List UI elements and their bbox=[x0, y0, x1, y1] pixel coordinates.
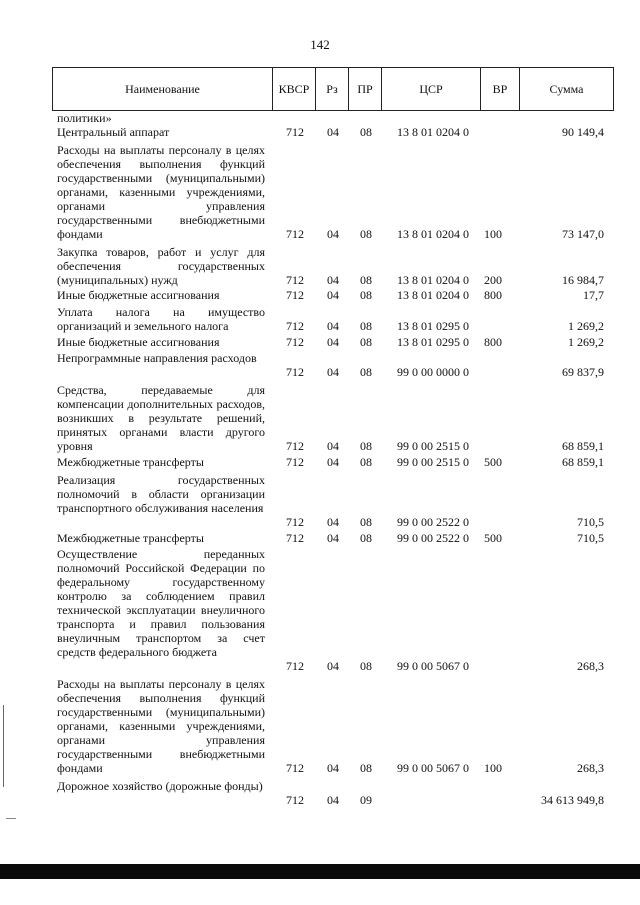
row-name: политики» bbox=[57, 111, 112, 125]
header-name: Наименование bbox=[125, 82, 200, 96]
table-row bbox=[0, 547, 640, 673]
header-rz: Рз bbox=[326, 82, 338, 96]
row-vr: 200 bbox=[484, 273, 502, 287]
row-vr: 100 bbox=[484, 227, 502, 241]
row-pr: 08 bbox=[360, 273, 372, 287]
table-row bbox=[0, 288, 640, 302]
table-row bbox=[0, 305, 640, 333]
row-name: Центральный аппарат bbox=[57, 125, 170, 139]
table-row bbox=[0, 111, 640, 125]
row-name: Реализация государственных полномочий в области организации транспортного обслуживания населения bbox=[57, 473, 265, 515]
row-name: Расходы на выплаты персоналу в целях обеспечения выполнения функций государственными (муниципальными) органами, казенными учреждениями, органами управления государственными внебюджетными фондами bbox=[57, 143, 265, 241]
row-name: Уплата налога на имущество организаций и земельного налога bbox=[57, 305, 265, 333]
row-rz: 04 bbox=[327, 273, 339, 287]
row-pr: 08 bbox=[360, 125, 372, 139]
row-kvsr: 712 bbox=[286, 335, 304, 349]
row-rz: 04 bbox=[327, 659, 339, 673]
row-kvsr: 712 bbox=[286, 793, 304, 807]
row-csr: 99 0 00 2515 0 bbox=[397, 439, 469, 453]
row-name: Межбюджетные трансферты bbox=[57, 455, 204, 469]
header-vr: ВР bbox=[492, 82, 508, 96]
row-name: Дорожное хозяйство (дорожные фонды) bbox=[57, 779, 263, 793]
row-csr: 13 8 01 0204 0 bbox=[397, 227, 469, 241]
row-rz: 04 bbox=[327, 319, 339, 333]
row-name: Расходы на выплаты персоналу в целях обеспечения выполнения функций государственными (муниципальными) органами, казенными учреждениями, органами управления государственными внебюджетными фондами bbox=[57, 677, 265, 775]
row-name: Средства, передаваемые для компенсации дополнительных расходов, возникших в результате решений, принятых органами власти другого уровня bbox=[57, 383, 265, 453]
row-sum: 73 147,0 bbox=[562, 227, 604, 241]
row-pr: 08 bbox=[360, 761, 372, 775]
row-vr: 500 bbox=[484, 531, 502, 545]
table-header bbox=[52, 67, 614, 111]
row-rz: 04 bbox=[327, 335, 339, 349]
row-name: Осуществление переданных полномочий Российской Федерации по федеральному государственному контролю за соблюдением правил технической эксплуатации внеуличного транспорта и правил пользования внеуличным транспортом за счет средств федерального бюджета bbox=[57, 547, 265, 659]
row-sum: 710,5 bbox=[577, 531, 604, 545]
table-row bbox=[0, 351, 640, 379]
header-sum: Сумма bbox=[549, 82, 584, 96]
row-pr: 08 bbox=[360, 335, 372, 349]
row-sum: 1 269,2 bbox=[568, 335, 604, 349]
row-rz: 04 bbox=[327, 515, 339, 529]
row-vr: 800 bbox=[484, 288, 502, 302]
row-csr: 99 0 00 2522 0 bbox=[397, 515, 469, 529]
row-sum: 68 859,1 bbox=[562, 455, 604, 469]
row-sum: 17,7 bbox=[583, 288, 604, 302]
row-kvsr: 712 bbox=[286, 659, 304, 673]
row-name: Иные бюджетные ассигнования bbox=[57, 288, 220, 302]
row-kvsr: 712 bbox=[286, 273, 304, 287]
row-sum: 16 984,7 bbox=[562, 273, 604, 287]
row-rz: 04 bbox=[327, 761, 339, 775]
page-number: 142 bbox=[310, 37, 330, 52]
row-name: Межбюджетные трансферты bbox=[57, 531, 204, 545]
row-kvsr: 712 bbox=[286, 319, 304, 333]
scan-edge-mark bbox=[3, 705, 4, 787]
row-csr: 99 0 00 2515 0 bbox=[397, 455, 469, 469]
row-sum: 268,3 bbox=[577, 761, 604, 775]
row-csr: 99 0 00 5067 0 bbox=[397, 659, 469, 673]
row-name: Непрограммные направления расходов bbox=[57, 351, 257, 365]
row-sum: 268,3 bbox=[577, 659, 604, 673]
row-rz: 04 bbox=[327, 455, 339, 469]
row-kvsr: 712 bbox=[286, 365, 304, 379]
row-kvsr: 712 bbox=[286, 455, 304, 469]
row-pr: 08 bbox=[360, 515, 372, 529]
row-vr: 800 bbox=[484, 335, 502, 349]
row-csr: 13 8 01 0295 0 bbox=[397, 319, 469, 333]
row-sum: 710,5 bbox=[577, 515, 604, 529]
row-kvsr: 712 bbox=[286, 515, 304, 529]
row-name: Закупка товаров, работ и услуг для обеспечения государственных (муниципальных) нужд bbox=[57, 245, 265, 287]
row-rz: 04 bbox=[327, 793, 339, 807]
row-csr: 13 8 01 0295 0 bbox=[397, 335, 469, 349]
row-csr: 13 8 01 0204 0 bbox=[397, 273, 469, 287]
row-rz: 04 bbox=[327, 439, 339, 453]
table-row bbox=[0, 245, 640, 287]
row-rz: 04 bbox=[327, 365, 339, 379]
header-csr: ЦСР bbox=[419, 82, 443, 96]
table-row bbox=[0, 125, 640, 139]
row-csr: 99 0 00 5067 0 bbox=[397, 761, 469, 775]
row-pr: 08 bbox=[360, 531, 372, 545]
row-sum: 68 859,1 bbox=[562, 439, 604, 453]
row-sum: 1 269,2 bbox=[568, 319, 604, 333]
row-pr: 09 bbox=[360, 793, 372, 807]
table-row bbox=[0, 779, 640, 807]
table-row bbox=[0, 455, 640, 469]
scan-edge-mark bbox=[6, 818, 16, 819]
table-row bbox=[0, 383, 640, 453]
table-row bbox=[0, 143, 640, 241]
table-row bbox=[0, 531, 640, 545]
table-row bbox=[0, 677, 640, 775]
row-pr: 08 bbox=[360, 288, 372, 302]
row-pr: 08 bbox=[360, 319, 372, 333]
row-vr: 500 bbox=[484, 455, 502, 469]
header-kvsr: КВСР bbox=[278, 82, 310, 96]
row-rz: 04 bbox=[327, 125, 339, 139]
table-row bbox=[0, 335, 640, 349]
row-rz: 04 bbox=[327, 288, 339, 302]
row-sum: 69 837,9 bbox=[562, 365, 604, 379]
row-pr: 08 bbox=[360, 227, 372, 241]
row-kvsr: 712 bbox=[286, 761, 304, 775]
table-row bbox=[0, 473, 640, 529]
row-vr: 100 bbox=[484, 761, 502, 775]
row-rz: 04 bbox=[327, 531, 339, 545]
row-name: Иные бюджетные ассигнования bbox=[57, 335, 220, 349]
row-pr: 08 bbox=[360, 455, 372, 469]
row-kvsr: 712 bbox=[286, 439, 304, 453]
row-kvsr: 712 bbox=[286, 227, 304, 241]
row-pr: 08 bbox=[360, 439, 372, 453]
row-pr: 08 bbox=[360, 365, 372, 379]
row-csr: 99 0 00 2522 0 bbox=[397, 531, 469, 545]
row-rz: 04 bbox=[327, 227, 339, 241]
header-pr: ПР bbox=[357, 82, 373, 96]
row-sum: 90 149,4 bbox=[562, 125, 604, 139]
row-pr: 08 bbox=[360, 659, 372, 673]
row-kvsr: 712 bbox=[286, 288, 304, 302]
row-csr: 13 8 01 0204 0 bbox=[397, 125, 469, 139]
row-kvsr: 712 bbox=[286, 125, 304, 139]
scan-bottom-bar bbox=[0, 864, 640, 879]
row-csr: 99 0 00 0000 0 bbox=[397, 365, 469, 379]
row-sum: 34 613 949,8 bbox=[541, 793, 604, 807]
row-kvsr: 712 bbox=[286, 531, 304, 545]
row-csr: 13 8 01 0204 0 bbox=[397, 288, 469, 302]
